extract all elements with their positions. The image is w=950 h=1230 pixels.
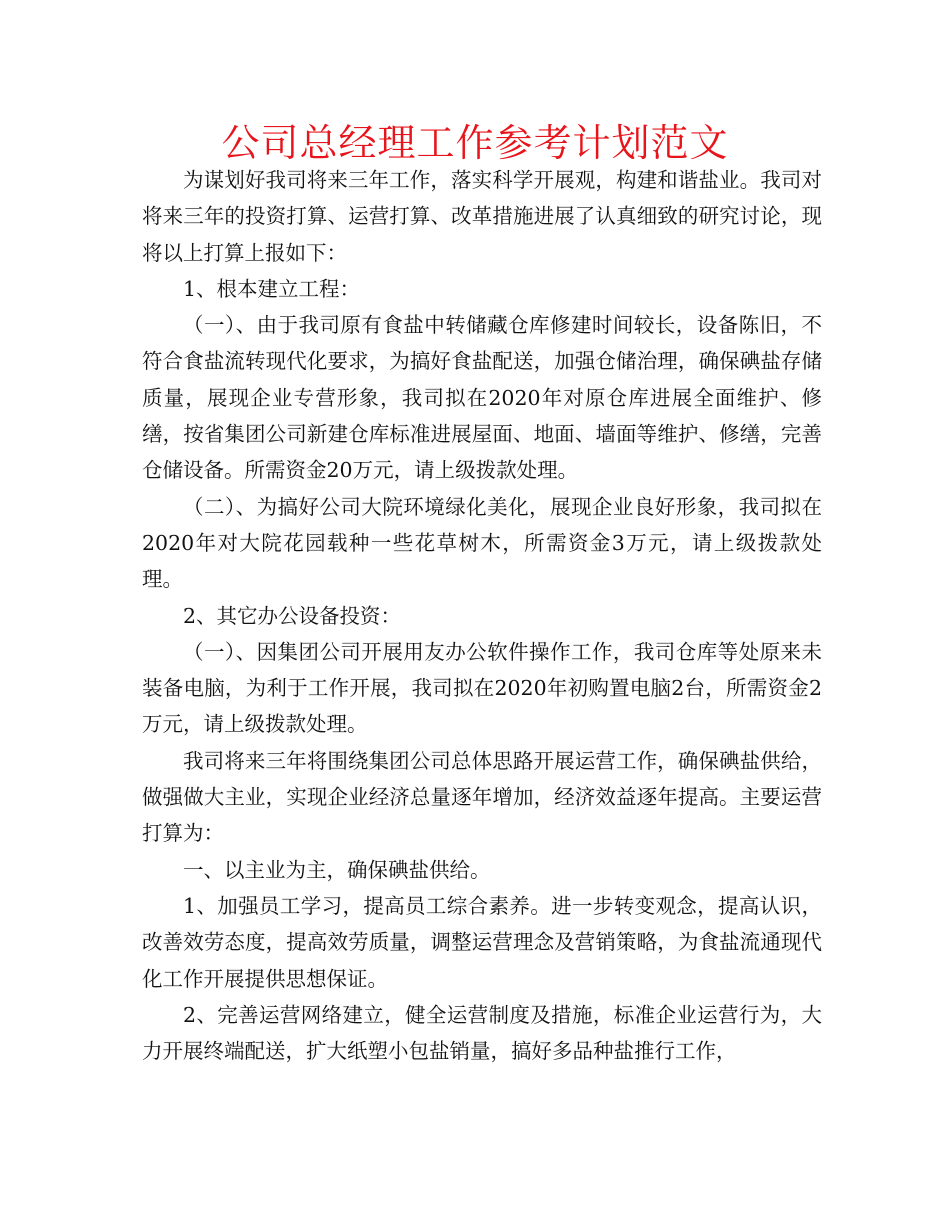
document-title: 公司总经理工作参考计划范文 bbox=[221, 121, 729, 165]
paragraph-warehouse-repair: （一）、由于我司原有食盐中转储藏仓库修建时间较长，设备陈旧，不符合食盐流转现代化要求，为搞好食盐配送，加强仓储治理，确保碘盐存储质量，展现企业专营形象，我司拟在2020年对原仓库进展全面维护、修缮，按省集团公司新建仓库标准进展屋面、地面、墙面等维护、修缮，完善仓储设备。所需资金20万元，请上级拨款处理。 bbox=[142, 313, 822, 483]
paragraph-staff-training: 1、加强员工学习，提高员工综合素养。进一步转变观念，提高认识，改善效劳态度，提高效劳质量，调整运营理念及营销策略，为食盐流通现代化工作开展提供思想保证。 bbox=[142, 893, 822, 991]
paragraph-computers: （一）、因集团公司开展用友办公软件操作工作，我司仓库等处原来未装备电脑，为利于工作开展，我司拟在2020年初购置电脑2台，所需资金2万元，请上级拨款处理。 bbox=[142, 639, 822, 737]
paragraph-heading-main-business: 一、以主业为主，确保碘盐供给。 bbox=[183, 857, 491, 882]
paragraph-heading-infrastructure: 1、根本建立工程： bbox=[183, 276, 361, 301]
paragraph-intro: 为谋划好我司将来三年工作，落实科学开展观，构建和谐盐业。我司对将来三年的投资打算、运营打算、改革措施进展了认真细致的研究讨论，现将以上打算上报如下： bbox=[142, 168, 822, 265]
paragraph-network: 2、完善运营网络建立，健全运营制度及措施，标准企业运营行为，大力开展终端配送，扩大纸塑小包盐销量，搞好多品种盐推行工作， bbox=[142, 1002, 822, 1064]
paragraph-operations-plan: 我司将来三年将围绕集团公司总体思路开展运营工作，确保碘盐供给，做强做大主业，实现企业经济总量逐年增加，经济效益逐年提高。主要运营打算为： bbox=[142, 748, 822, 846]
document-body bbox=[142, 162, 822, 1069]
paragraph-heading-office-equipment: 2、其它办公设备投资： bbox=[183, 603, 402, 628]
paragraph-greening: （二）、为搞好公司大院环境绿化美化，展现企业良好形象，我司拟在2020年对大院花园载种一些花草树木，所需资金3万元，请上级拨款处理。 bbox=[142, 494, 822, 592]
